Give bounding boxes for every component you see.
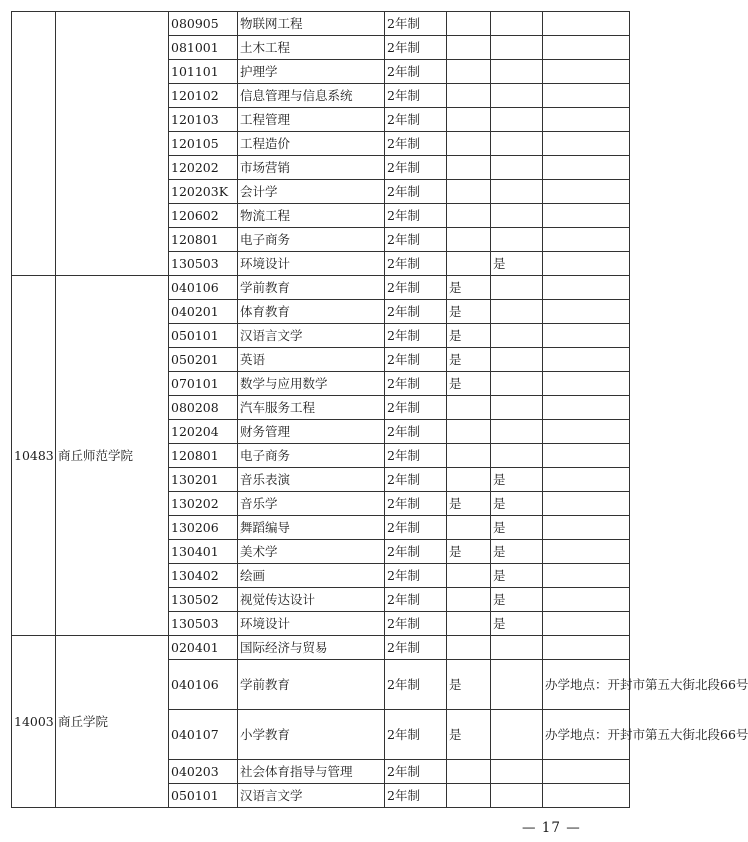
- major-code-cell: 081001: [169, 36, 238, 60]
- flag1-cell: 是: [447, 348, 491, 372]
- note-cell: [543, 540, 630, 564]
- major-code-cell: 130202: [169, 492, 238, 516]
- note-cell: [543, 204, 630, 228]
- flag1-cell: [447, 564, 491, 588]
- major-name-cell: 学前教育: [238, 276, 385, 300]
- duration-cell: 2年制: [385, 276, 447, 300]
- major-name-cell: 物流工程: [238, 204, 385, 228]
- flag2-cell: 是: [491, 252, 543, 276]
- major-code-cell: 080905: [169, 12, 238, 36]
- flag2-cell: 是: [491, 468, 543, 492]
- duration-cell: 2年制: [385, 420, 447, 444]
- major-name-cell: 会计学: [238, 180, 385, 204]
- major-name-cell: 国际经济与贸易: [238, 636, 385, 660]
- flag2-cell: 是: [491, 540, 543, 564]
- note-cell: [543, 784, 630, 808]
- major-name-cell: 环境设计: [238, 612, 385, 636]
- note-cell: [543, 396, 630, 420]
- major-code-cell: 120204: [169, 420, 238, 444]
- major-code-cell: 130502: [169, 588, 238, 612]
- flag1-cell: [447, 444, 491, 468]
- major-name-cell: 土木工程: [238, 36, 385, 60]
- note-cell: [543, 444, 630, 468]
- major-name-cell: 视觉传达设计: [238, 588, 385, 612]
- duration-cell: 2年制: [385, 588, 447, 612]
- flag1-cell: [447, 612, 491, 636]
- note-cell: [543, 156, 630, 180]
- flag1-cell: [447, 396, 491, 420]
- duration-cell: 2年制: [385, 784, 447, 808]
- flag2-cell: [491, 396, 543, 420]
- major-code-cell: 050101: [169, 324, 238, 348]
- flag2-cell: [491, 60, 543, 84]
- flag1-cell: 是: [447, 324, 491, 348]
- flag1-cell: [447, 132, 491, 156]
- table-row: [12, 636, 630, 660]
- note-cell: [543, 612, 630, 636]
- major-code-cell: 020401: [169, 636, 238, 660]
- flag2-cell: [491, 348, 543, 372]
- flag1-cell: [447, 228, 491, 252]
- major-code-cell: 070101: [169, 372, 238, 396]
- flag1-cell: [447, 588, 491, 612]
- flag1-cell: [447, 12, 491, 36]
- flag2-cell: 是: [491, 588, 543, 612]
- note-cell: [543, 564, 630, 588]
- major-name-cell: 财务管理: [238, 420, 385, 444]
- institution-name-cell: 商丘师范学院: [56, 276, 169, 636]
- flag2-cell: 是: [491, 564, 543, 588]
- flag1-cell: [447, 84, 491, 108]
- major-name-cell: 学前教育: [238, 660, 385, 710]
- note-cell: [543, 36, 630, 60]
- flag1-cell: 是: [447, 372, 491, 396]
- major-code-cell: 120602: [169, 204, 238, 228]
- flag2-cell: [491, 660, 543, 710]
- flag1-cell: [447, 516, 491, 540]
- institution-name-cell: [56, 12, 169, 276]
- duration-cell: 2年制: [385, 348, 447, 372]
- major-name-cell: 物联网工程: [238, 12, 385, 36]
- note-cell: [543, 12, 630, 36]
- flag2-cell: [491, 444, 543, 468]
- major-name-cell: 数学与应用数学: [238, 372, 385, 396]
- major-name-cell: 舞蹈编导: [238, 516, 385, 540]
- major-code-cell: 040106: [169, 660, 238, 710]
- duration-cell: 2年制: [385, 228, 447, 252]
- majors-table: [11, 11, 748, 808]
- flag2-cell: [491, 760, 543, 784]
- table-row: [12, 276, 630, 300]
- flag1-cell: 是: [447, 492, 491, 516]
- major-name-cell: 体育教育: [238, 300, 385, 324]
- major-name-cell: 社会体育指导与管理: [238, 760, 385, 784]
- flag2-cell: [491, 324, 543, 348]
- duration-cell: 2年制: [385, 636, 447, 660]
- major-code-cell: 120105: [169, 132, 238, 156]
- flag1-cell: 是: [447, 276, 491, 300]
- major-code-cell: 101101: [169, 60, 238, 84]
- duration-cell: 2年制: [385, 12, 447, 36]
- major-code-cell: 130206: [169, 516, 238, 540]
- major-name-cell: 汉语言文学: [238, 324, 385, 348]
- flag1-cell: [447, 156, 491, 180]
- major-code-cell: 040201: [169, 300, 238, 324]
- flag1-cell: [447, 108, 491, 132]
- major-name-cell: 工程管理: [238, 108, 385, 132]
- note-cell: [543, 132, 630, 156]
- major-code-cell: 050101: [169, 784, 238, 808]
- major-name-cell: 汽车服务工程: [238, 396, 385, 420]
- major-name-cell: 护理学: [238, 60, 385, 84]
- institution-code-cell: 14003: [12, 636, 56, 808]
- flag1-cell: [447, 468, 491, 492]
- flag2-cell: 是: [491, 516, 543, 540]
- major-name-cell: 美术学: [238, 540, 385, 564]
- note-cell: [543, 348, 630, 372]
- flag2-cell: [491, 300, 543, 324]
- flag1-cell: 是: [447, 710, 491, 760]
- note-cell: [543, 180, 630, 204]
- duration-cell: 2年制: [385, 372, 447, 396]
- major-code-cell: 130503: [169, 612, 238, 636]
- flag1-cell: [447, 636, 491, 660]
- duration-cell: 2年制: [385, 180, 447, 204]
- major-name-cell: 电子商务: [238, 228, 385, 252]
- major-code-cell: 050201: [169, 348, 238, 372]
- major-name-cell: 信息管理与信息系统: [238, 84, 385, 108]
- duration-cell: 2年制: [385, 516, 447, 540]
- duration-cell: 2年制: [385, 710, 447, 760]
- flag2-cell: [491, 36, 543, 60]
- major-code-cell: 040107: [169, 710, 238, 760]
- note-cell: [543, 84, 630, 108]
- major-code-cell: 040106: [169, 276, 238, 300]
- duration-cell: 2年制: [385, 468, 447, 492]
- major-code-cell: 130201: [169, 468, 238, 492]
- flag1-cell: 是: [447, 660, 491, 710]
- flag2-cell: [491, 204, 543, 228]
- major-code-cell: 120102: [169, 84, 238, 108]
- flag2-cell: 是: [491, 492, 543, 516]
- duration-cell: 2年制: [385, 252, 447, 276]
- major-name-cell: 环境设计: [238, 252, 385, 276]
- duration-cell: 2年制: [385, 156, 447, 180]
- major-code-cell: 120801: [169, 228, 238, 252]
- note-cell: [543, 372, 630, 396]
- flag1-cell: [447, 760, 491, 784]
- duration-cell: 2年制: [385, 132, 447, 156]
- note-cell: [543, 420, 630, 444]
- major-name-cell: 小学教育: [238, 710, 385, 760]
- flag1-cell: [447, 252, 491, 276]
- flag2-cell: [491, 84, 543, 108]
- duration-cell: 2年制: [385, 564, 447, 588]
- flag2-cell: [491, 710, 543, 760]
- flag1-cell: 是: [447, 540, 491, 564]
- note-cell: [543, 108, 630, 132]
- note-cell: [543, 276, 630, 300]
- major-code-cell: 120203K: [169, 180, 238, 204]
- note-cell: [543, 324, 630, 348]
- flag2-cell: [491, 636, 543, 660]
- duration-cell: 2年制: [385, 540, 447, 564]
- duration-cell: 2年制: [385, 300, 447, 324]
- duration-cell: 2年制: [385, 660, 447, 710]
- flag1-cell: [447, 36, 491, 60]
- major-code-cell: 120801: [169, 444, 238, 468]
- major-code-cell: 130503: [169, 252, 238, 276]
- page-number: — 17 —: [522, 820, 581, 836]
- flag2-cell: [491, 228, 543, 252]
- duration-cell: 2年制: [385, 108, 447, 132]
- flag1-cell: [447, 420, 491, 444]
- note-cell: [543, 60, 630, 84]
- institution-code-cell: [12, 12, 56, 276]
- note-cell: [543, 300, 630, 324]
- flag2-cell: [491, 420, 543, 444]
- flag2-cell: [491, 784, 543, 808]
- duration-cell: 2年制: [385, 396, 447, 420]
- flag2-cell: [491, 180, 543, 204]
- major-code-cell: 120103: [169, 108, 238, 132]
- note-cell: [543, 588, 630, 612]
- note-cell: [543, 468, 630, 492]
- flag2-cell: [491, 132, 543, 156]
- major-name-cell: 音乐学: [238, 492, 385, 516]
- table-row: [12, 12, 630, 36]
- major-code-cell: 130402: [169, 564, 238, 588]
- duration-cell: 2年制: [385, 204, 447, 228]
- note-cell: 办学地点：开封市第五大街北段66号: [543, 660, 630, 710]
- note-cell: 办学地点：开封市第五大街北段66号: [543, 710, 630, 760]
- note-cell: [543, 492, 630, 516]
- institution-name-cell: 商丘学院: [56, 636, 169, 808]
- flag1-cell: [447, 784, 491, 808]
- duration-cell: 2年制: [385, 444, 447, 468]
- flag2-cell: [491, 108, 543, 132]
- major-name-cell: 汉语言文学: [238, 784, 385, 808]
- flag2-cell: [491, 156, 543, 180]
- major-name-cell: 音乐表演: [238, 468, 385, 492]
- major-name-cell: 市场营销: [238, 156, 385, 180]
- major-name-cell: 工程造价: [238, 132, 385, 156]
- flag1-cell: [447, 204, 491, 228]
- flag1-cell: [447, 180, 491, 204]
- major-code-cell: 120202: [169, 156, 238, 180]
- note-cell: [543, 252, 630, 276]
- duration-cell: 2年制: [385, 760, 447, 784]
- duration-cell: 2年制: [385, 492, 447, 516]
- note-cell: [543, 228, 630, 252]
- major-code-cell: 080208: [169, 396, 238, 420]
- flag1-cell: 是: [447, 300, 491, 324]
- flag2-cell: [491, 372, 543, 396]
- flag2-cell: [491, 12, 543, 36]
- note-cell: [543, 636, 630, 660]
- note-cell: [543, 760, 630, 784]
- duration-cell: 2年制: [385, 324, 447, 348]
- major-name-cell: 电子商务: [238, 444, 385, 468]
- major-name-cell: 绘画: [238, 564, 385, 588]
- duration-cell: 2年制: [385, 60, 447, 84]
- institution-code-cell: 10483: [12, 276, 56, 636]
- duration-cell: 2年制: [385, 612, 447, 636]
- major-code-cell: 130401: [169, 540, 238, 564]
- flag2-cell: [491, 276, 543, 300]
- flag1-cell: [447, 60, 491, 84]
- table-body: [12, 12, 748, 808]
- duration-cell: 2年制: [385, 36, 447, 60]
- flag2-cell: 是: [491, 612, 543, 636]
- major-name-cell: 英语: [238, 348, 385, 372]
- note-cell: [543, 516, 630, 540]
- major-code-cell: 040203: [169, 760, 238, 784]
- duration-cell: 2年制: [385, 84, 447, 108]
